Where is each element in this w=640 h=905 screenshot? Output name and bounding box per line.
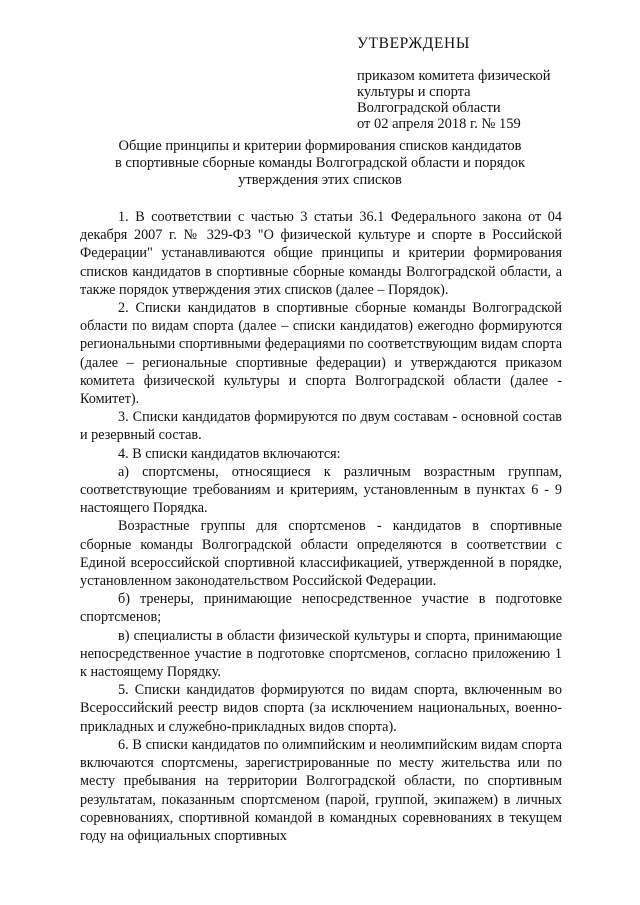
- paragraph-1: 1. В соответствии с частью 3 статьи 36.1 Федерального закона от 04 декабря 2007 г. № 329-ФЗ "О физической культуре и спорте в Российской Федерации" устанавливаются общие принципы и критерии формирования списков кандидатов в спортивные сборные команды Волгоградской области, а также порядок утверждения этих списков (далее – Порядок).: [80, 209, 562, 298]
- title-line: в спортивные сборные команды Волгоградской области и порядок: [114, 155, 526, 171]
- approval-line: Волгоградской области: [357, 100, 501, 116]
- approval-line: от 02 апреля 2018 г. № 159: [357, 116, 521, 132]
- approval-line: культуры и спорта: [357, 84, 471, 100]
- paragraph-4b: б) тренеры, принимающие непосредственное участие в подготовке спортсменов;: [80, 591, 562, 626]
- paragraph-4a: а) спортсмены, относящиеся к различным возрастным группам, соответствующие требованиям и критериям, установленным в пунктах 6 - 9 настоящего Порядка.: [80, 463, 562, 517]
- title-line: Общие принципы и критерии формирования списков кандидатов: [118, 138, 522, 154]
- approval-heading: УТВЕРЖДЕНЫ: [357, 35, 470, 52]
- paragraph-5: 5. Списки кандидатов формируются по видам спорта, включенным во Всероссийский реестр видов спорта (за исключением национальных, военно-прикладных и служебно-прикладных видов спорта).: [80, 682, 562, 735]
- paragraph-4c: в) специалисты в области физической культуры и спорта, принимающие непосредственное участие в подготовке спортсменов, согласно приложению 1 к настоящему Порядку.: [80, 627, 562, 681]
- document-body: [80, 208, 562, 845]
- paragraph-6: 6. В списки кандидатов по олимпийским и неолимпийским видам спорта включаются спортсмены, зарегистрированные по месту жительства или по месту пребывания на территории Волгоградской области, по спортивным результатам, показанным спортсменом (парой, группой, экипажем) в личных соревнованиях, спортивной командой в командных соревнованиях в текущем году на официальных спортивных: [80, 736, 562, 844]
- paragraph-2: 2. Списки кандидатов в спортивные сборные команды Волгоградской области по видам спорта (далее – списки кандидатов) ежегодно формируются региональными спортивными федерациями по соответствующим видам спорта (далее – региональные спортивные федерации) и утверждаются приказом комитета физической культуры и спорта Волгоградской области (далее - Комитет).: [80, 300, 562, 408]
- paragraph-3: 3. Списки кандидатов формируются по двум составам - основной состав и резервный состав.: [80, 409, 562, 444]
- approval-line: приказом комитета физической: [357, 68, 551, 84]
- approval-stamp: [357, 36, 587, 132]
- paragraph-4: 4. В списки кандидатов включаются:: [118, 445, 341, 462]
- title-line: утверждения этих списков: [238, 172, 402, 188]
- paragraph-age-groups: Возрастные группы для спортсменов - кандидатов в спортивные сборные команды Волгоградской области определяются в соответствии с Единой всероссийской спортивной классификацией, утвержденной в порядке, установленном законодательством Российской Федерации.: [80, 518, 562, 590]
- document-title: [80, 138, 560, 189]
